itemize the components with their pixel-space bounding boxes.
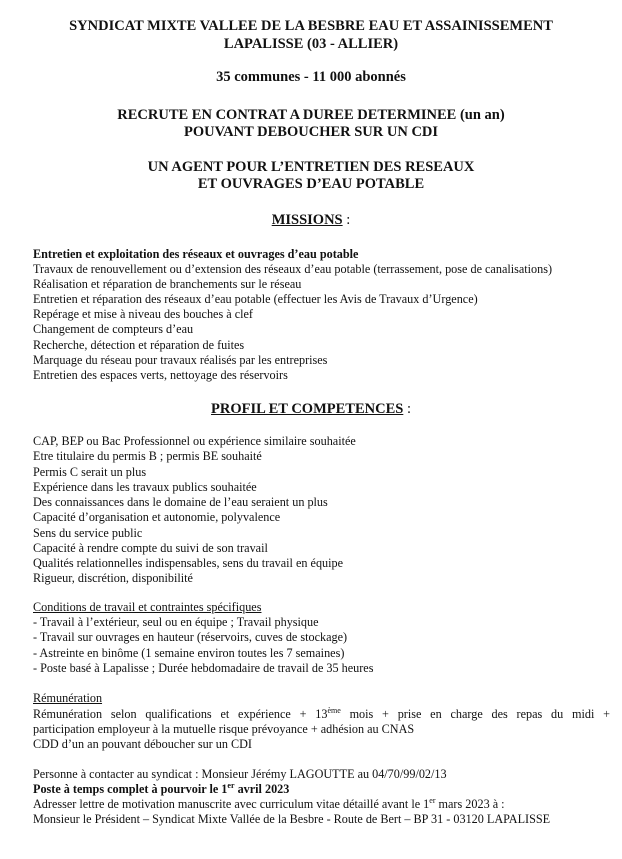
profil-colon: : (403, 401, 411, 417)
org-location: LAPALISSE (03 - ALLIER) (223, 36, 399, 52)
conditions-item: - Poste basé à Lapalisse ; Durée hebdomadaire de travail de 35 heures (33, 661, 374, 675)
missions-item: Repérage et mise à niveau des bouches à clef (33, 307, 253, 321)
org-name: SYNDICAT MIXTE VALLEE DE LA BESBRE EAU ET ASSAINISSEMENT (69, 18, 553, 34)
profil-item: Qualités relationnelles indispensables, sens du travail en équipe (33, 556, 344, 570)
missions-colon: : (342, 212, 351, 228)
profil-item: CAP, BEP ou Bac Professionnel ou expérience similaire souhaitée (33, 434, 356, 448)
missions-subtitle: Entretien et exploitation des réseaux et ouvrages d’eau potable (33, 247, 359, 261)
address-line: Monsieur le Président – Syndicat Mixte Vallée de la Besbre - Route de Bert – BP 31 - 03120 LAPALISSE (33, 812, 551, 826)
adresser-a: Adresser lettre de motivation manuscrite avec curriculum vitae détaillé avant le 1 (33, 797, 430, 811)
contact-line: Personne à contacter au syndicat : Monsieur Jérémy LAGOUTTE au 04/70/99/02/13 (33, 767, 447, 781)
org-stats: 35 communes - 11 000 abonnés (216, 69, 406, 85)
profil-heading (0, 400, 622, 418)
poste-line (33, 782, 289, 798)
remuneration-line-2: participation employeur à la mutuelle risque prévoyance + adhésion au CNAS (33, 722, 415, 736)
conditions-title: Conditions de travail et contraintes spécifiques (33, 600, 262, 614)
missions-item: Entretien des espaces verts, nettoyage des réservoirs (33, 368, 288, 382)
conditions-item: - Astreinte en binôme (1 semaine environ toutes les 7 semaines) (33, 646, 345, 660)
missions-heading (0, 211, 622, 229)
poste-sup: er (227, 780, 235, 790)
missions-item: Marquage du réseau pour travaux réalisés par les entreprises (33, 353, 328, 367)
missions-item: Réalisation et réparation de branchements sur le réseau (33, 277, 302, 291)
remuneration-line-1 (33, 707, 610, 722)
profil-item: Capacité d’organisation et autonomie, polyvalence (33, 510, 281, 524)
adresser-line (33, 797, 505, 813)
recruit-line-2: POUVANT DEBOUCHER SUR UN CDI (183, 124, 439, 140)
remuneration-line-1-a: Rémunération selon qualifications et expérience + 13 (33, 707, 328, 721)
remuneration-title: Rémunération (33, 691, 103, 705)
poste-a: Poste à temps complet à pourvoir le 1 (33, 782, 228, 796)
conditions-item: - Travail sur ouvrages en hauteur (réservoirs, cuves de stockage) (33, 630, 348, 644)
missions-item: Recherche, détection et réparation de fuites (33, 338, 245, 352)
profil-item: Sens du service public (33, 526, 143, 540)
missions-item: Changement de compteurs d’eau (33, 322, 194, 336)
adresser-sup: er (429, 795, 436, 805)
profil-title: PROFIL ET COMPETENCES (211, 401, 404, 417)
profil-item: Etre titulaire du permis B ; permis BE souhaité (33, 449, 262, 463)
profil-item: Des connaissances dans le domaine de l’eau seraient un plus (33, 495, 328, 509)
position-line-2: ET OUVRAGES D’EAU POTABLE (197, 176, 425, 192)
recruit-line-1: RECRUTE EN CONTRAT A DUREE DETERMINEE (un an) (117, 107, 505, 123)
missions-title: MISSIONS (271, 212, 343, 228)
poste-b: avril 2023 (234, 782, 290, 796)
profil-item: Expérience dans les travaux publics souhaitée (33, 480, 257, 494)
missions-item: Entretien et réparation des réseaux d’eau potable (effectuer les Avis de Travaux d’Urgence) (33, 292, 478, 306)
remuneration-line-1-b: mois + prise en charge des repas du midi + (340, 707, 611, 721)
adresser-b: mars 2023 à : (435, 797, 505, 811)
profil-item: Capacité à rendre compte du suivi de son travail (33, 541, 268, 555)
missions-item: Travaux de renouvellement ou d’extension des réseaux d’eau potable (terrassement, pose de canalisations) (33, 262, 553, 276)
profil-item: Permis C serait un plus (33, 465, 147, 479)
profil-item: Rigueur, discrétion, disponibilité (33, 571, 193, 585)
remuneration-line-3: CDD d’un an pouvant déboucher sur un CDI (33, 737, 252, 751)
conditions-item: - Travail à l’extérieur, seul ou en équipe ; Travail physique (33, 615, 319, 629)
remuneration-line-1-sup: ème (327, 705, 341, 715)
position-line-1: UN AGENT POUR L’ENTRETIEN DES RESEAUX (147, 159, 475, 175)
